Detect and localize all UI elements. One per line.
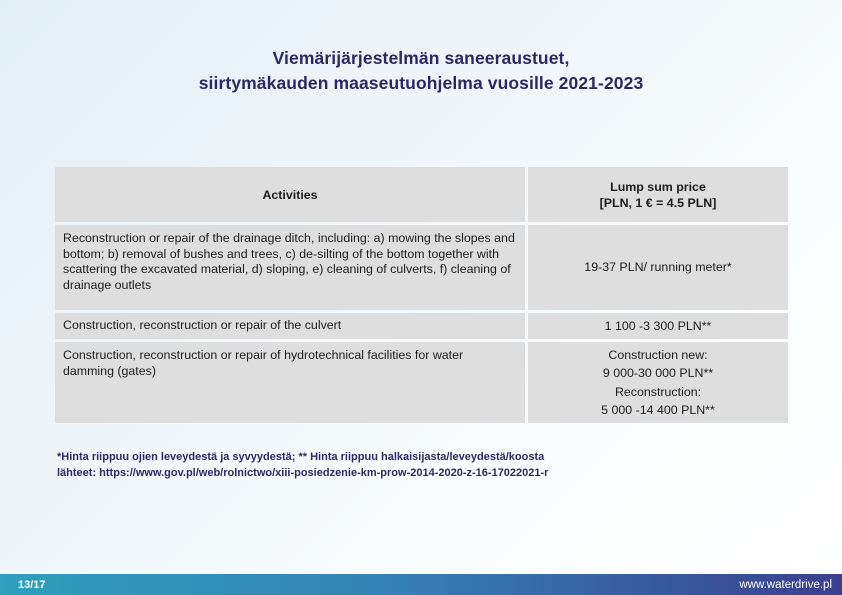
title-line-2: siirtymäkauden maaseutuohjelma vuosille 2021-2023 bbox=[198, 73, 644, 93]
column-header-activities: Activities bbox=[55, 167, 525, 222]
table-row-activity-drainage-ditch: Reconstruction or repair of the drainage ditch, including: a) mowing the slopes and bottom; b) removal of bushes and trees, c) de-silting of the bottom together with scattering the excavated material, d) sloping, e) cleaning of culverts, f) cleaning of drainage outlets bbox=[55, 225, 525, 310]
subsidy-pricing-table bbox=[55, 167, 788, 423]
price-line-construction-new-value: 9 000-30 000 PLN** bbox=[602, 366, 714, 380]
footnote-price-conditions: *Hinta riippuu ojien leveydestä ja syvyydestä; ** Hinta riippuu halkaisijasta/leveydestä/koosta bbox=[57, 451, 545, 463]
price-header-line-1: Lump sum price bbox=[610, 179, 706, 194]
footnotes bbox=[57, 450, 548, 481]
column-header-lump-sum-price bbox=[528, 167, 788, 222]
page-number: 13/17 bbox=[18, 578, 46, 591]
footnote-source-url: lähteet: https://www.gov.pl/web/rolnictwo/xiii-posiedzenie-km-prow-2014-2020-z-16-17022021-r bbox=[57, 466, 549, 479]
table-row-price-drainage-ditch: 19-37 PLN/ running meter* bbox=[528, 225, 788, 310]
table-row-price-culvert: 1 100 -3 300 PLN** bbox=[528, 313, 788, 339]
footer-bar bbox=[0, 574, 842, 595]
table-row-price-hydrotechnical bbox=[528, 342, 788, 423]
price-line-construction-new-label: Construction new: bbox=[608, 347, 708, 362]
price-line-reconstruction-value: 5 000 -14 400 PLN** bbox=[601, 403, 715, 417]
table-row-activity-hydrotechnical: Construction, reconstruction or repair of hydrotechnical facilities for water damming (gates) bbox=[55, 342, 525, 423]
price-header-line-2: [PLN, 1 € = 4.5 PLN] bbox=[599, 195, 717, 210]
table-row-activity-culvert: Construction, reconstruction or repair of the culvert bbox=[55, 313, 525, 339]
website-url: www.waterdrive.pl bbox=[739, 578, 832, 591]
page-title bbox=[0, 46, 842, 96]
price-line-reconstruction-label: Reconstruction: bbox=[614, 384, 702, 399]
title-line-1: Viemärijärjestelmän saneeraustuet, bbox=[272, 48, 570, 68]
